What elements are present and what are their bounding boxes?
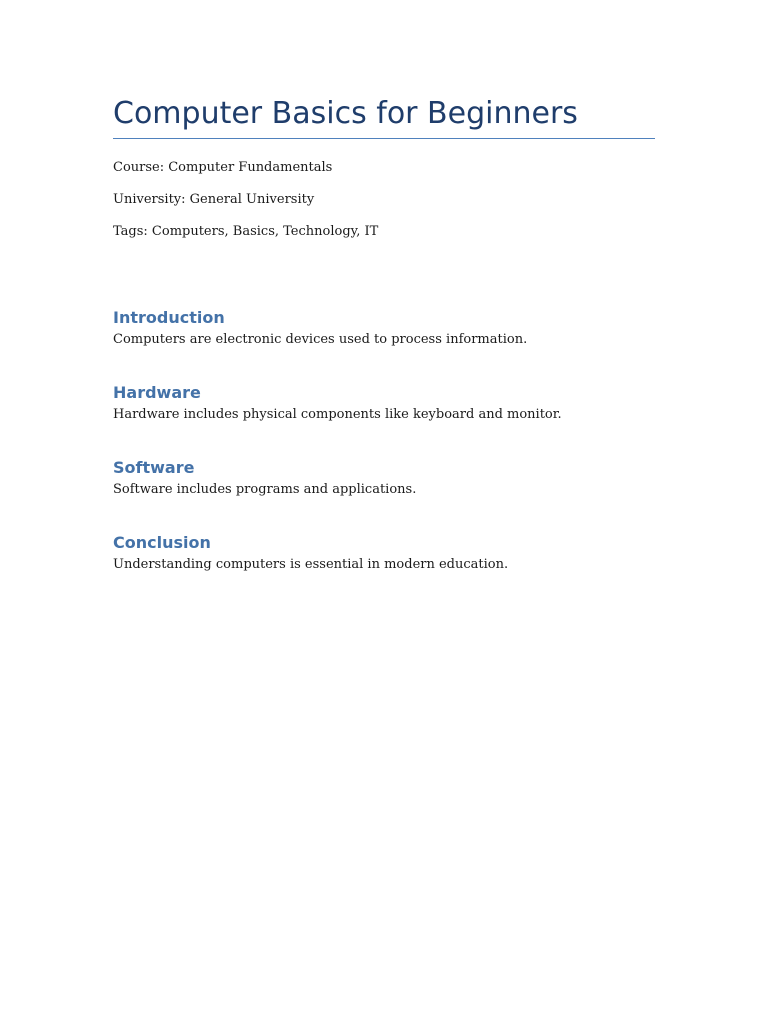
section-conclusion <box>113 533 655 573</box>
section-body: Computers are electronic devices used to process information. <box>113 332 528 347</box>
section-heading: Hardware <box>113 383 201 402</box>
section-body: Hardware includes physical components like keyboard and monitor. <box>113 407 562 422</box>
university-line: University: General University <box>113 192 315 207</box>
course-line: Course: Computer Fundamentals <box>113 160 333 175</box>
section-heading: Conclusion <box>113 533 211 552</box>
section-introduction <box>113 308 655 348</box>
section-heading: Introduction <box>113 308 225 327</box>
section-software <box>113 458 655 498</box>
title-underline <box>113 138 655 139</box>
section-heading: Software <box>113 458 195 477</box>
section-body: Software includes programs and applications. <box>113 482 417 497</box>
section-hardware <box>113 383 655 423</box>
document-title: Computer Basics for Beginners <box>113 96 578 131</box>
tags-line: Tags: Computers, Basics, Technology, IT <box>113 224 379 239</box>
section-body: Understanding computers is essential in modern education. <box>113 557 509 572</box>
